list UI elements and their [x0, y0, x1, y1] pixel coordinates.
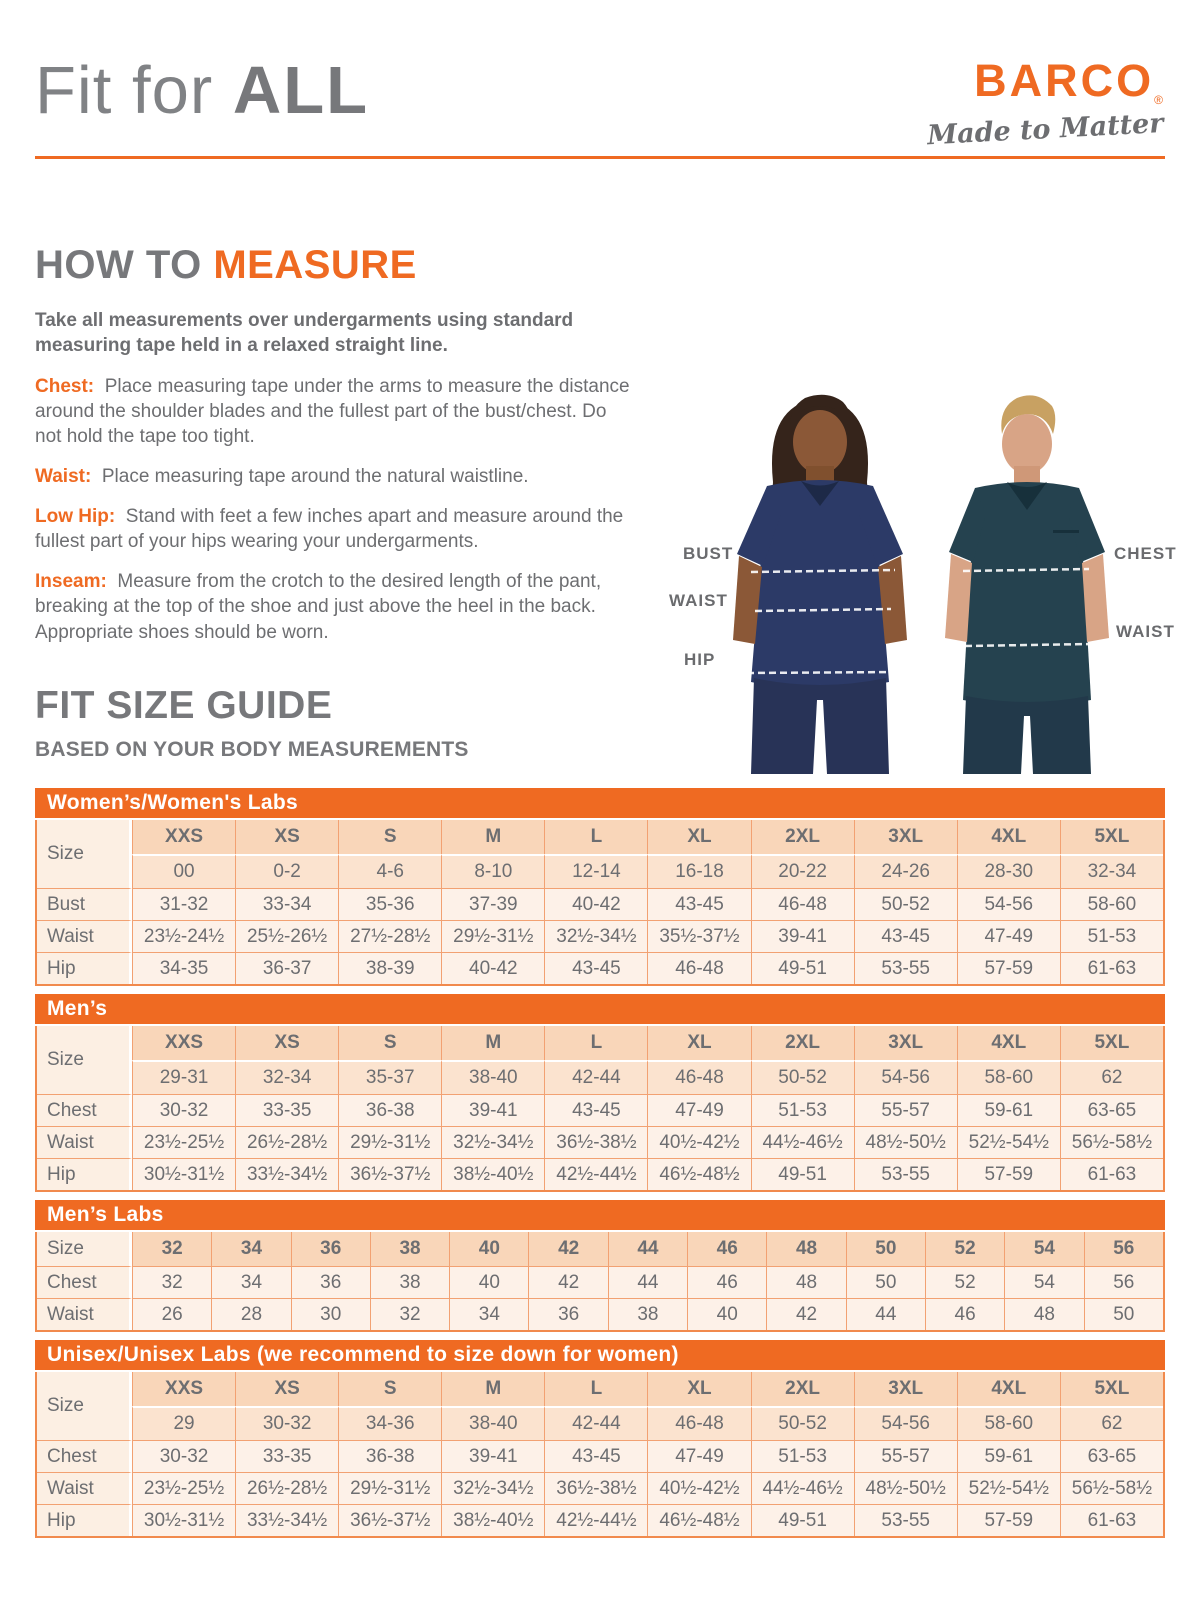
- size-column-header: XL: [647, 1026, 750, 1060]
- measurement-cell: 47-49: [957, 920, 1060, 952]
- size-column-header: XS: [235, 1026, 338, 1060]
- measurement-cell: 50-52: [854, 888, 957, 920]
- measurement-cell: 30-32: [132, 1440, 235, 1472]
- measure-item-label: Chest:: [35, 375, 95, 397]
- measurement-cell: 42: [528, 1266, 607, 1298]
- table-row: [37, 1298, 1163, 1330]
- measurement-cell: 48½-50½: [854, 1472, 957, 1504]
- how-to-measure-section: [35, 243, 635, 645]
- measurement-cell: 23½-25½: [132, 1126, 235, 1158]
- row-label-size: Size: [37, 1026, 132, 1094]
- measurement-cell: 34: [211, 1266, 290, 1298]
- size-range-cell: 34-36: [338, 1406, 441, 1440]
- size-column-header: S: [338, 1372, 441, 1406]
- size-range-cell: 28-30: [957, 854, 1060, 888]
- size-range-cell: 50-52: [751, 1060, 854, 1094]
- measurement-cell: 30½-31½: [132, 1504, 235, 1536]
- measurement-cell: 55-57: [854, 1094, 957, 1126]
- measurement-cell: 46½-48½: [647, 1158, 750, 1190]
- size-table-womens: [35, 788, 1165, 986]
- size-column-header: 48: [766, 1232, 845, 1266]
- measure-item-text: Place measuring tape around the natural waistline.: [101, 466, 529, 488]
- measurement-cell: 52½-54½: [957, 1472, 1060, 1504]
- scrubs-models-photo: [655, 382, 1200, 774]
- size-column-header: S: [338, 820, 441, 854]
- row-label-size: Size: [37, 1232, 132, 1266]
- measurement-cell: 32: [370, 1298, 449, 1330]
- table-row: [37, 1504, 1163, 1536]
- size-column-header: L: [544, 1026, 647, 1060]
- measurement-cell: 33-35: [235, 1094, 338, 1126]
- page-title: [35, 52, 369, 129]
- table-row: [37, 1472, 1163, 1504]
- row-label: Chest: [37, 1094, 132, 1126]
- measurement-cell: 44: [608, 1266, 687, 1298]
- measurement-cell: 43-45: [647, 888, 750, 920]
- size-column-header: 3XL: [854, 1026, 957, 1060]
- size-column-header: 40: [449, 1232, 528, 1266]
- size-range-cell: 12-14: [544, 854, 647, 888]
- row-label-size: Size: [37, 1372, 132, 1440]
- size-column-header: 34: [211, 1232, 290, 1266]
- measurement-cell: 48: [766, 1266, 845, 1298]
- size-range-cell: 0-2: [235, 854, 338, 888]
- measurement-cell: 33-34: [235, 888, 338, 920]
- measurement-cell: 38: [608, 1298, 687, 1330]
- size-range-cell: 62: [1060, 1406, 1163, 1440]
- fit-size-guide-heading: FIT SIZE GUIDE: [35, 684, 333, 727]
- size-column-header: 5XL: [1060, 1026, 1163, 1060]
- size-table-grid: [37, 820, 1163, 984]
- size-range-cell: 8-10: [441, 854, 544, 888]
- measurement-cell: 36½-38½: [544, 1126, 647, 1158]
- measurement-cell: 32½-34½: [441, 1472, 544, 1504]
- measurement-cell: 49-51: [751, 952, 854, 984]
- measurement-cell: 51-53: [751, 1440, 854, 1472]
- measurement-cell: 40: [449, 1266, 528, 1298]
- table-row: [37, 888, 1163, 920]
- measurement-cell: 36½-37½: [338, 1504, 441, 1536]
- row-label: Waist: [37, 1298, 132, 1330]
- measurement-cell: 43-45: [854, 920, 957, 952]
- measurement-cell: 46½-48½: [647, 1504, 750, 1536]
- measurement-cell: 53-55: [854, 1158, 957, 1190]
- measurement-cell: 63-65: [1060, 1440, 1163, 1472]
- row-label: Hip: [37, 952, 132, 984]
- measurement-cell: 29½-31½: [338, 1472, 441, 1504]
- measurement-cell: 61-63: [1060, 1504, 1163, 1536]
- measurement-cell: 61-63: [1060, 1158, 1163, 1190]
- measurement-cell: 43-45: [544, 1094, 647, 1126]
- measurement-cell: 55-57: [854, 1440, 957, 1472]
- measurement-cell: 23½-24½: [132, 920, 235, 952]
- measurement-cell: 63-65: [1060, 1094, 1163, 1126]
- measurement-cell: 52: [925, 1266, 1004, 1298]
- size-range-cell: 32-34: [1060, 854, 1163, 888]
- measurement-cell: 29½-31½: [338, 1126, 441, 1158]
- size-column-header: 2XL: [751, 1026, 854, 1060]
- size-range-cell: 32-34: [235, 1060, 338, 1094]
- measurement-cell: 26½-28½: [235, 1472, 338, 1504]
- size-range-cell: 46-48: [647, 1060, 750, 1094]
- measurement-cell: 36-38: [338, 1440, 441, 1472]
- measurement-cell: 32½-34½: [544, 920, 647, 952]
- row-label: Waist: [37, 1472, 132, 1504]
- chest-label: CHEST: [1114, 544, 1177, 563]
- size-column-header: 4XL: [957, 820, 1060, 854]
- measurement-cell: 33-35: [235, 1440, 338, 1472]
- measurement-cell: 57-59: [957, 1504, 1060, 1536]
- row-label: Bust: [37, 888, 132, 920]
- fit-size-guide-header: [35, 684, 469, 762]
- size-range-cell: 54-56: [854, 1060, 957, 1094]
- size-column-header: 50: [846, 1232, 925, 1266]
- measurement-cell: 30-32: [132, 1094, 235, 1126]
- measure-item-text: Measure from the crotch to the desired length of the pant, breaking at the top of the shoe and just above the heel in the back. Appropriate shoes should be worn.: [35, 571, 602, 643]
- size-column-header: 5XL: [1060, 820, 1163, 854]
- measurement-cell: 35½-37½: [647, 920, 750, 952]
- row-label-size: Size: [37, 820, 132, 888]
- row-label: Hip: [37, 1158, 132, 1190]
- measurement-cell: 56½-58½: [1060, 1126, 1163, 1158]
- size-column-header: XS: [235, 820, 338, 854]
- measurement-cell: 50: [846, 1266, 925, 1298]
- measurement-cell: 46: [925, 1298, 1004, 1330]
- size-column-header: 56: [1084, 1232, 1163, 1266]
- size-range-cell: 58-60: [957, 1060, 1060, 1094]
- measurement-cell: 26½-28½: [235, 1126, 338, 1158]
- size-range-cell: 50-52: [751, 1406, 854, 1440]
- measurement-cell: 42½-44½: [544, 1504, 647, 1536]
- heading-gray-part: HOW TO: [35, 243, 214, 287]
- table-title-mens-labs: Men’s Labs: [35, 1200, 1165, 1230]
- woman-figure: [733, 395, 907, 774]
- measurement-cell: 58-60: [1060, 888, 1163, 920]
- measurement-cell: 53-55: [854, 1504, 957, 1536]
- measurement-cell: 59-61: [957, 1440, 1060, 1472]
- measure-item-text: Place measuring tape under the arms to measure the distance around the shoulder blades and the fullest part of the bust/chest. Do not hold the tape too tight.: [35, 375, 630, 448]
- heading-orange-part: MEASURE: [213, 243, 417, 287]
- measure-intro: Take all measurements over undergarments using standard measuring tape held in a relaxed straight line.: [35, 310, 574, 357]
- measurement-cell: 39-41: [751, 920, 854, 952]
- size-table-grid: [37, 1232, 1163, 1330]
- measurement-cell: 57-59: [957, 1158, 1060, 1190]
- measurement-cell: 35-36: [338, 888, 441, 920]
- measurement-cell: 54: [1004, 1266, 1083, 1298]
- measurement-cell: 49-51: [751, 1158, 854, 1190]
- measurement-cell: 57-59: [957, 952, 1060, 984]
- barco-logo: [926, 55, 1164, 152]
- measurement-cell: 40½-42½: [647, 1126, 750, 1158]
- row-label: Waist: [37, 920, 132, 952]
- size-column-header: 2XL: [751, 820, 854, 854]
- waist-label-left: WAIST: [669, 591, 728, 610]
- man-figure: [945, 395, 1109, 774]
- measure-item-label: Inseam:: [35, 571, 107, 593]
- size-column-header: 5XL: [1060, 1372, 1163, 1406]
- size-column-header: L: [544, 1372, 647, 1406]
- size-column-header: 36: [291, 1232, 370, 1266]
- measure-item-label: Low Hip:: [35, 506, 116, 528]
- measurement-cell: 56½-58½: [1060, 1472, 1163, 1504]
- measure-item-text: Stand with feet a few inches apart and measure around the fullest part of your hips wearing your undergarments.: [35, 506, 624, 553]
- measurement-cell: 44: [846, 1298, 925, 1330]
- measurement-cell: 40½-42½: [647, 1472, 750, 1504]
- measurement-cell: 48½-50½: [854, 1126, 957, 1158]
- page-title-light: Fit for: [35, 53, 233, 128]
- size-range-cell: 62: [1060, 1060, 1163, 1094]
- measurement-cell: 36: [291, 1266, 370, 1298]
- measurement-cell: 36: [528, 1298, 607, 1330]
- measurement-cell: 46: [687, 1266, 766, 1298]
- measurement-cell: 44½-46½: [751, 1472, 854, 1504]
- measure-item-waist: [35, 464, 635, 489]
- size-tables-container: [35, 788, 1165, 1546]
- measurement-cell: 43-45: [544, 952, 647, 984]
- measurement-cell: 40-42: [441, 952, 544, 984]
- measurement-cell: 47-49: [647, 1094, 750, 1126]
- table-row: [37, 952, 1163, 984]
- measure-item-label: Waist:: [35, 466, 92, 488]
- measurement-cell: 40: [687, 1298, 766, 1330]
- measurement-cell: 47-49: [647, 1440, 750, 1472]
- measure-item-low-hip: [35, 504, 635, 554]
- size-table-grid: [37, 1372, 1163, 1536]
- size-range-cell: 38-40: [441, 1060, 544, 1094]
- measurement-cell: 46-48: [647, 952, 750, 984]
- size-column-header: 3XL: [854, 820, 957, 854]
- measurement-cell: 42: [766, 1298, 845, 1330]
- measurement-cell: 50: [1084, 1298, 1163, 1330]
- size-column-header: S: [338, 1026, 441, 1060]
- table-body-unisex: [35, 1372, 1165, 1538]
- measurement-cell: 56: [1084, 1266, 1163, 1298]
- measurement-cell: 30½-31½: [132, 1158, 235, 1190]
- measurement-cell: 29½-31½: [441, 920, 544, 952]
- measurement-cell: 36½-37½: [338, 1158, 441, 1190]
- size-range-cell: 38-40: [441, 1406, 544, 1440]
- measurement-cell: 32½-34½: [441, 1126, 544, 1158]
- size-column-header: XL: [647, 820, 750, 854]
- size-column-header: M: [441, 1372, 544, 1406]
- measurement-cell: 46-48: [751, 888, 854, 920]
- size-column-header: L: [544, 820, 647, 854]
- measurement-cell: 42½-44½: [544, 1158, 647, 1190]
- measurement-cell: 34-35: [132, 952, 235, 984]
- size-range-cell: 35-37: [338, 1060, 441, 1094]
- size-column-header: 38: [370, 1232, 449, 1266]
- size-table-unisex: [35, 1340, 1165, 1538]
- size-column-header: 4XL: [957, 1026, 1060, 1060]
- measurement-cell: 54-56: [957, 888, 1060, 920]
- table-row: [37, 1126, 1163, 1158]
- measurement-cell: 39-41: [441, 1440, 544, 1472]
- size-column-header: XXS: [132, 820, 235, 854]
- size-column-header: XS: [235, 1372, 338, 1406]
- table-row: [37, 1094, 1163, 1126]
- size-range-cell: 54-56: [854, 1406, 957, 1440]
- size-column-header: 52: [925, 1232, 1004, 1266]
- measurement-cell: 43-45: [544, 1440, 647, 1472]
- size-range-cell: 29: [132, 1406, 235, 1440]
- measurement-cell: 33½-34½: [235, 1504, 338, 1536]
- size-column-header: 44: [608, 1232, 687, 1266]
- table-title-unisex: Unisex/Unisex Labs (we recommend to size down for women): [35, 1340, 1165, 1370]
- size-column-header: 2XL: [751, 1372, 854, 1406]
- measurement-cell: 32: [132, 1266, 211, 1298]
- measurement-cell: 34: [449, 1298, 528, 1330]
- size-column-header: 4XL: [957, 1372, 1060, 1406]
- measurement-cell: 36½-38½: [544, 1472, 647, 1504]
- hip-label: HIP: [684, 650, 716, 669]
- size-column-header: 42: [528, 1232, 607, 1266]
- bust-label: BUST: [683, 544, 734, 563]
- fit-size-guide-subheading: BASED ON YOUR BODY MEASUREMENTS: [35, 738, 469, 761]
- size-range-cell: 4-6: [338, 854, 441, 888]
- measurement-cell: 37-39: [441, 888, 544, 920]
- measurement-cell: 51-53: [1060, 920, 1163, 952]
- size-column-header: 46: [687, 1232, 766, 1266]
- size-range-cell: 42-44: [544, 1060, 647, 1094]
- table-body-mens: [35, 1026, 1165, 1192]
- table-row: [37, 1266, 1163, 1298]
- measurement-cell: 31-32: [132, 888, 235, 920]
- size-column-header: M: [441, 1026, 544, 1060]
- size-range-cell: 46-48: [647, 1406, 750, 1440]
- size-column-header: M: [441, 820, 544, 854]
- barco-wordmark: BARCO: [974, 55, 1155, 106]
- measurement-cell: 61-63: [1060, 952, 1163, 984]
- scrubs-models-illustration: [655, 382, 1200, 774]
- table-row: [37, 920, 1163, 952]
- measurement-cell: 36-37: [235, 952, 338, 984]
- measurement-cell: 38½-40½: [441, 1158, 544, 1190]
- table-title-mens: Men’s: [35, 994, 1165, 1024]
- measurement-cell: 49-51: [751, 1504, 854, 1536]
- waist-label-right: WAIST: [1116, 622, 1175, 641]
- row-label: Chest: [37, 1440, 132, 1472]
- table-body-womens: [35, 820, 1165, 986]
- measure-item-chest: [35, 374, 635, 449]
- measurement-cell: 23½-25½: [132, 1472, 235, 1504]
- measure-item-inseam: [35, 569, 635, 644]
- measurement-cell: 38½-40½: [441, 1504, 544, 1536]
- size-table-grid: [37, 1026, 1163, 1190]
- table-title-womens: Women’s/Women's Labs: [35, 788, 1165, 818]
- row-label: Chest: [37, 1266, 132, 1298]
- measurement-cell: 48: [1004, 1298, 1083, 1330]
- size-column-header: XXS: [132, 1026, 235, 1060]
- measurement-cell: 26: [132, 1298, 211, 1330]
- row-label: Waist: [37, 1126, 132, 1158]
- page-title-bold: ALL: [232, 53, 370, 128]
- size-range-cell: 00: [132, 854, 235, 888]
- size-range-cell: 20-22: [751, 854, 854, 888]
- table-row: [37, 1440, 1163, 1472]
- size-range-cell: 42-44: [544, 1406, 647, 1440]
- size-column-header: 54: [1004, 1232, 1083, 1266]
- logo-tagline: Made to Matter: [926, 108, 1164, 152]
- measurement-cell: 44½-46½: [751, 1126, 854, 1158]
- size-column-header: XXS: [132, 1372, 235, 1406]
- row-label: Hip: [37, 1504, 132, 1536]
- how-to-measure-heading: [35, 243, 635, 288]
- size-range-cell: 58-60: [957, 1406, 1060, 1440]
- measurement-cell: 38: [370, 1266, 449, 1298]
- measurement-cell: 38-39: [338, 952, 441, 984]
- measurement-cell: 53-55: [854, 952, 957, 984]
- size-range-cell: 30-32: [235, 1406, 338, 1440]
- measurement-cell: 33½-34½: [235, 1158, 338, 1190]
- size-column-header: 32: [132, 1232, 211, 1266]
- measurement-cell: 36-38: [338, 1094, 441, 1126]
- measurement-cell: 27½-28½: [338, 920, 441, 952]
- size-table-mens-labs: [35, 1200, 1165, 1332]
- size-range-cell: 16-18: [647, 854, 750, 888]
- size-table-mens: [35, 994, 1165, 1192]
- measurement-cell: 25½-26½: [235, 920, 338, 952]
- size-range-cell: 24-26: [854, 854, 957, 888]
- measurement-cell: 59-61: [957, 1094, 1060, 1126]
- measurement-cell: 28: [211, 1298, 290, 1330]
- header-divider: [35, 156, 1165, 159]
- measurement-cell: 40-42: [544, 888, 647, 920]
- measurement-cell: 52½-54½: [957, 1126, 1060, 1158]
- measurement-cell: 39-41: [441, 1094, 544, 1126]
- measurement-cell: 30: [291, 1298, 370, 1330]
- table-row: [37, 1158, 1163, 1190]
- size-column-header: 3XL: [854, 1372, 957, 1406]
- table-body-mens-labs: [35, 1232, 1165, 1332]
- size-column-header: XL: [647, 1372, 750, 1406]
- registered-mark: ®: [1154, 93, 1163, 107]
- measurement-cell: 51-53: [751, 1094, 854, 1126]
- size-range-cell: 29-31: [132, 1060, 235, 1094]
